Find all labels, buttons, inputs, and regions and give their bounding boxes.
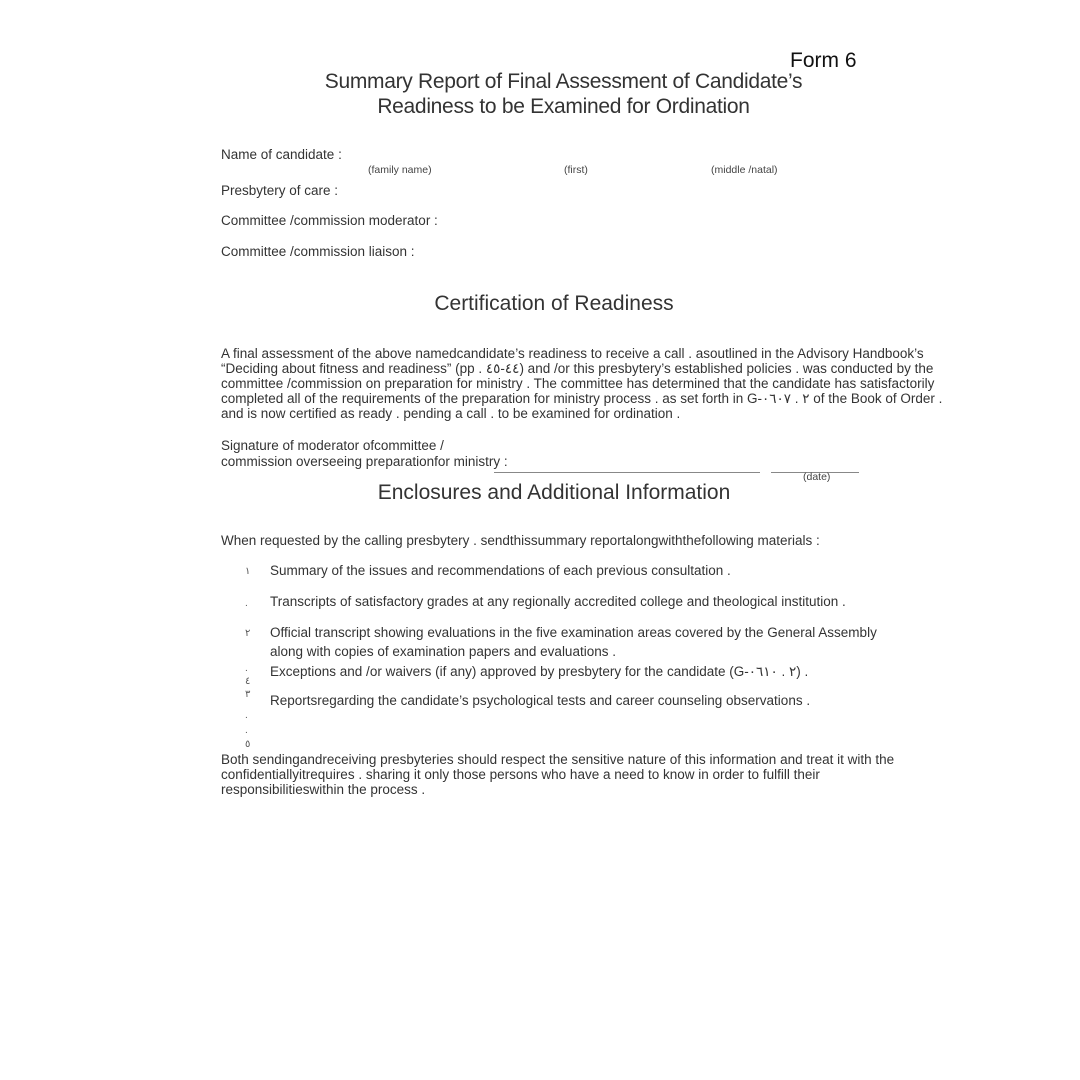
candidate-name-label: Name of candidate : xyxy=(221,147,342,162)
enclosures-heading: Enclosures and Additional Information xyxy=(377,481,731,504)
enclosure-item: Reportsregarding the candidate’s psychological tests and career counseling observations . xyxy=(270,693,811,708)
presbytery-label: Presbytery of care : xyxy=(221,183,339,198)
certification-paragraph: A final assessment of the above namedcandidate’s readiness to receive a call . asoutlined in the Advisory Handbook’s “Deciding about fitness and readiness” (pp . ٤٤-٤٥) and /or this presbytery’s established policies . was conducted by the committee /commission on preparation for ministry . The committee has determined that the candidate has satisfactorily completed all of the requirements of the preparation for ministry process . as set forth in G-٢ . ٠٦٠٧ of the Book of Order . and is now certified as ready . pending a call . to be examined for ordination . xyxy=(221,346,943,421)
item-number: ٥ xyxy=(245,739,251,750)
closing-paragraph: Both sendingandreceiving presbyteries should respect the sensitive nature of this information and treat it with the confidentiallyitrequires . sharing it only those persons who have a need to know in order to fulfill their responsibilitieswithin the process . xyxy=(221,752,895,797)
document-title-line-2: Readiness to be Examined for Ordination xyxy=(377,95,750,118)
form-number: Form 6 xyxy=(790,49,857,72)
enclosures-intro: When requested by the calling presbytery . sendthissummary reportalongwiththefollowing materials : xyxy=(221,533,820,548)
item-number: ٢ xyxy=(245,628,251,639)
signature-label-line-2: commission overseeing preparationfor ministry : xyxy=(221,454,508,469)
enclosure-item: Official transcript showing evaluations in the five examination areas covered by the General Assembly xyxy=(270,625,877,640)
liaison-label: Committee /commission liaison : xyxy=(221,244,415,259)
item-number: ١ xyxy=(245,566,251,577)
middle-name-hint: (middle /natal) xyxy=(711,164,778,176)
item-number: . xyxy=(245,710,248,721)
document-title-line-1: Summary Report of Final Assessment of Candidate’s xyxy=(324,70,803,93)
enclosure-item: Exceptions and /or waivers (if any) approved by presbytery for the candidate (G-٢ . ٠٦١٠) . xyxy=(270,664,809,679)
enclosure-item: Summary of the issues and recommendations of each previous consultation . xyxy=(270,563,731,578)
item-number: . xyxy=(245,598,248,609)
first-name-hint: (first) xyxy=(564,164,588,176)
date-hint: (date) xyxy=(803,471,831,483)
signature-label-line-1: Signature of moderator ofcommittee / xyxy=(221,438,444,453)
moderator-label: Committee /commission moderator : xyxy=(221,213,438,228)
enclosure-item: Transcripts of satisfactory grades at any regionally accredited college and theological institution . xyxy=(270,594,846,609)
enclosure-item-continued: along with copies of examination papers and evaluations . xyxy=(270,644,616,659)
item-number: . xyxy=(245,725,248,736)
item-number: ٤ xyxy=(245,676,251,687)
signature-line xyxy=(494,472,760,473)
item-number: . xyxy=(245,663,248,674)
family-name-hint: (family name) xyxy=(368,164,432,176)
item-number: ٣ xyxy=(245,689,251,700)
certification-heading: Certification of Readiness xyxy=(434,292,674,315)
